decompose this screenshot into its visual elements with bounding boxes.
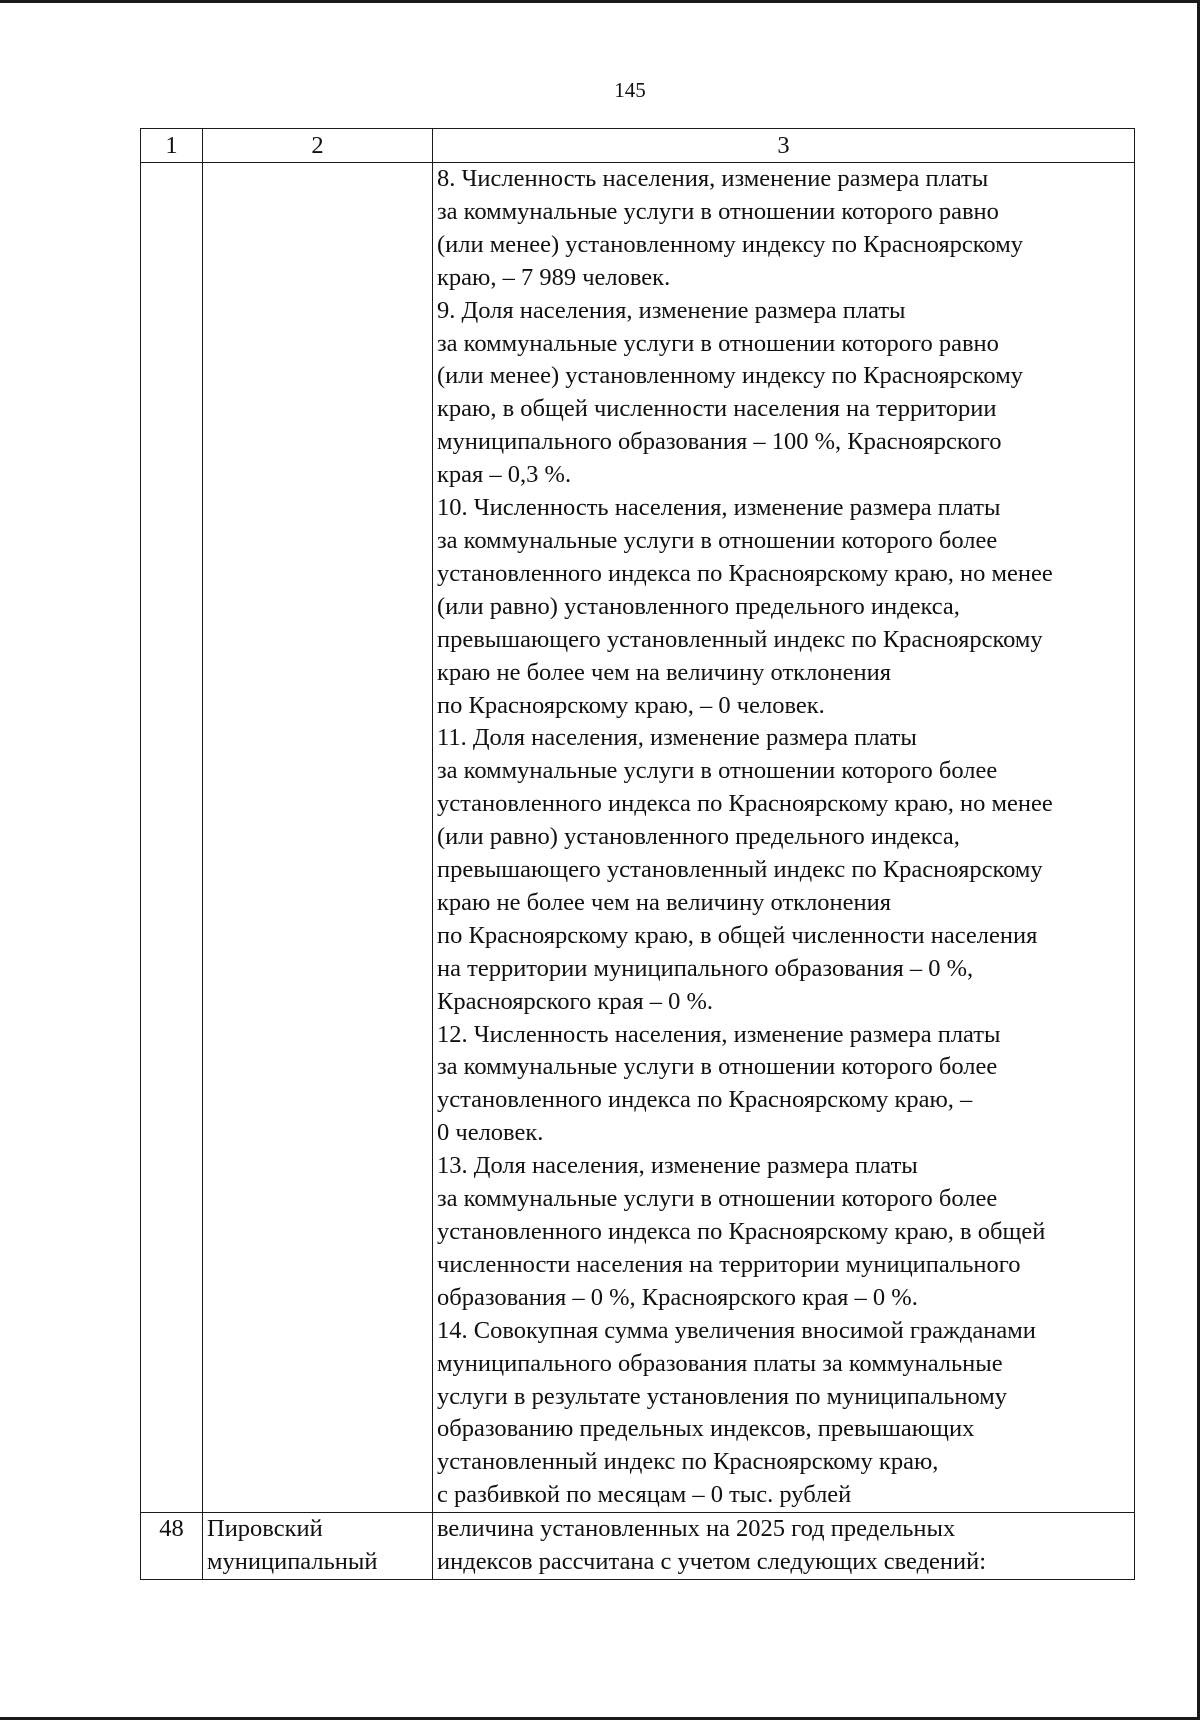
details-text-line: численности населения на территории муниципального [437, 1250, 1021, 1278]
continuation-row-number-cell [141, 163, 203, 1513]
details-text-line: превышающего установленный индекс по Красноярскому [437, 856, 1043, 884]
municipality-name-line: Пировский [207, 1515, 323, 1543]
row-48-municipality-cell [203, 1513, 433, 1580]
document-table [140, 128, 1135, 1580]
scan-edge-top [0, 0, 1200, 3]
details-text-line: 0 человек. [437, 1119, 544, 1147]
details-text-line: краю, в общей численности населения на территории [437, 395, 997, 423]
details-text-line: на территории муниципального образования – 0 %, [437, 954, 974, 982]
details-text-line: за коммунальные услуги в отношении которого более [437, 757, 998, 785]
details-text-line: края – 0,3 %. [437, 461, 572, 489]
table-row-48 [141, 1513, 1135, 1580]
details-text-line: (или менее) установленному индексу по Красноярскому [437, 362, 1023, 390]
table-row-continuation [141, 163, 1135, 1513]
details-text-line: установленного индекса по Красноярскому краю, в общей [437, 1218, 1046, 1245]
row-48-number-cell: 48 [141, 1513, 203, 1580]
continuation-row-municipality-cell [203, 163, 433, 1513]
details-text-line: за коммунальные услуги в отношении которого более [437, 526, 998, 554]
table-header-row [141, 129, 1135, 163]
details-text-line: краю не более чем на величину отклонения [437, 888, 892, 916]
details-text-line: индексов рассчитана с учетом следующих сведений: [437, 1548, 987, 1576]
details-text-line: по Красноярскому краю, – 0 человек. [437, 691, 825, 719]
details-text-line: по Красноярскому краю, в общей численности населения [437, 921, 1038, 949]
details-text-line: за коммунальные услуги в отношении которого более [437, 1185, 998, 1213]
details-text-line: 14. Совокупная сумма увеличения вносимой гражданами [437, 1316, 1036, 1344]
details-text-line: установленный индекс по Красноярскому краю, [437, 1448, 939, 1476]
details-text-line: муниципального образования платы за коммунальные [437, 1349, 1003, 1377]
municipality-name-line: муниципальный [207, 1548, 378, 1576]
details-text-line: муниципального образования – 100 %, Красноярского [437, 428, 1002, 456]
details-text-line: 10. Численность населения, изменение размера платы [437, 494, 1001, 522]
details-text-line: установленного индекса по Красноярскому краю, но менее [437, 790, 1053, 818]
details-text-line: с разбивкой по месяцам – 0 тыс. рублей [437, 1481, 852, 1509]
details-text-line: краю не более чем на величину отклонения [437, 658, 892, 686]
details-text-line: (или равно) установленного предельного индекса, [437, 592, 960, 620]
details-text-line: 11. Доля населения, изменение размера платы [437, 724, 917, 752]
details-text-line: образования – 0 %, Красноярского края – 0 %. [437, 1283, 918, 1311]
details-text-line: за коммунальные услуги в отношении которого равно [437, 329, 999, 357]
details-text-line: за коммунальные услуги в отношении которого равно [437, 197, 999, 225]
details-text-line: краю, – 7 989 человек. [437, 263, 671, 291]
details-text-line: 9. Доля населения, изменение размера платы [437, 296, 906, 324]
details-text-line: 13. Доля населения, изменение размера платы [437, 1152, 918, 1180]
details-text-line: за коммунальные услуги в отношении которого более [437, 1053, 998, 1081]
details-text-line: (или менее) установленному индексу по Красноярскому [437, 230, 1023, 258]
row-48-details-cell [433, 1513, 1135, 1580]
details-text-line: образованию предельных индексов, превышающих [437, 1415, 975, 1443]
details-text-line: (или равно) установленного предельного индекса, [437, 823, 960, 851]
details-text-line: 8. Численность населения, изменение размера платы [437, 165, 989, 192]
header-cell-col3: 3 [433, 129, 1135, 163]
header-cell-col1: 1 [141, 129, 203, 163]
details-text-line: установленного индекса по Красноярскому краю, но менее [437, 559, 1053, 587]
details-text-line: установленного индекса по Красноярскому краю, – [437, 1086, 973, 1114]
details-text-line: превышающего установленный индекс по Красноярскому [437, 625, 1043, 653]
details-text-line: 12. Численность населения, изменение размера платы [437, 1020, 1001, 1048]
details-text-line: величина установленных на 2025 год предельных [437, 1515, 956, 1543]
details-text-line: Красноярского края – 0 %. [437, 987, 714, 1015]
page-number: 145 [614, 78, 646, 102]
details-text-line: услуги в результате установления по муниципальному [437, 1382, 1008, 1410]
continuation-row-details-cell [433, 163, 1135, 1513]
header-cell-col2: 2 [203, 129, 433, 163]
